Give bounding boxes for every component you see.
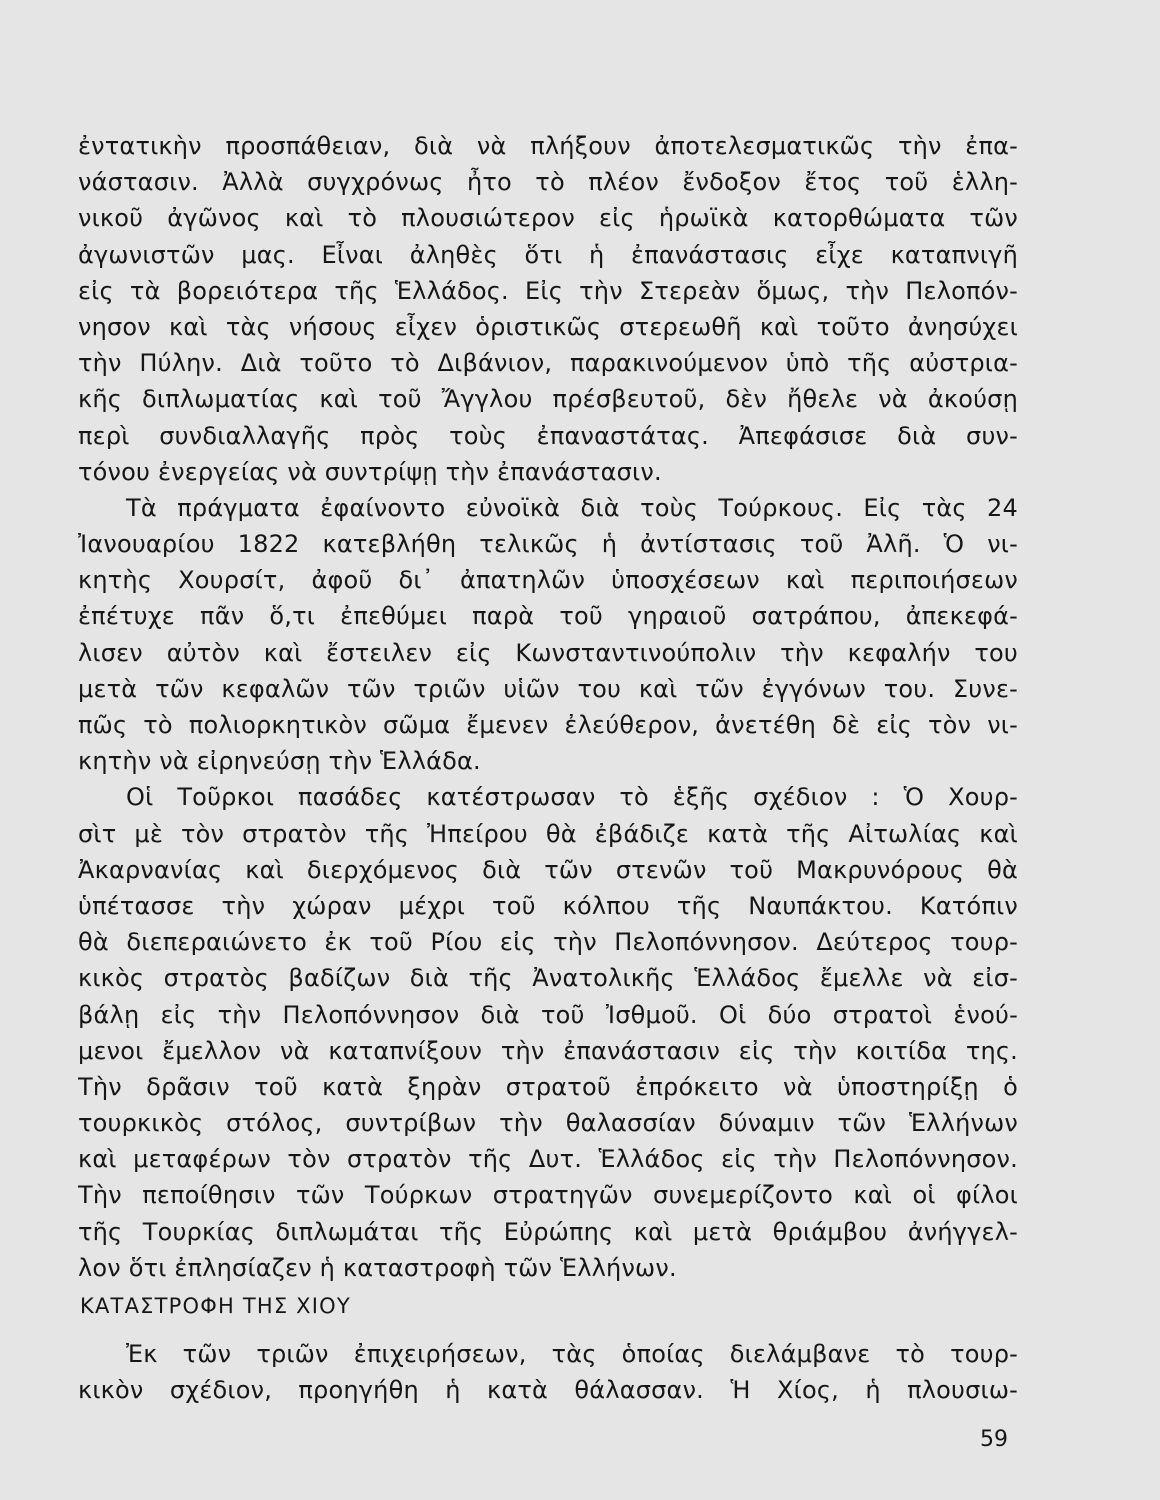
text-line: Οἱ Τοῦρκοι πασάδες κατέστρωσαν τὸ ἑξῆς σχέδιον : Ὁ Χουρ- xyxy=(126,783,1018,812)
text-line: κῆς διπλωματίας καὶ τοῦ Ἄγγλου πρέσβευτοῦ, δὲν ἤθελε νὰ ἀκούσῃ xyxy=(78,385,1018,414)
text-line: περὶ συνδιαλλαγῆς πρὸς τοὺς ἐπαναστάτας. Ἀπεφάσισε διὰ συν- xyxy=(78,421,1018,450)
text-line: ὑπέτασσε τὴν χώραν μέχρι τοῦ κόλπου τῆς Ναυπάκτου. Κατόπιν xyxy=(78,891,1018,920)
text-line: τόνου ἐνεργείας νὰ συντρίψῃ τὴν ἐπανάστασιν. xyxy=(78,457,662,486)
section-heading: ΚΑΤΑΣΤΡΟΦΗ ΤΗΣ ΧΙΟΥ xyxy=(80,1294,351,1318)
text-line: νησον καὶ τὰς νήσους εἶχεν ὁριστικῶς στερεωθῆ καὶ τοῦτο ἀνησύχει xyxy=(78,312,1018,341)
text-line: κητὴς Χουρσίτ, ἀφοῦ δι᾽ ἀπατηλῶν ὑποσχέσεων καὶ περιποιήσεων xyxy=(78,566,1018,595)
text-line: τῆς Τουρκίας διπλωμάται τῆς Εὐρώπης καὶ μετὰ θριάμβου ἀνήγγελ- xyxy=(78,1217,1018,1246)
text-line: τουρκικὸς στόλος, συντρίβων τὴν θαλασσίαν δύναμιν τῶν Ἑλλήνων xyxy=(78,1109,1018,1138)
final-paragraph xyxy=(78,1336,1018,1408)
text-line: καὶ μεταφέρων τὸν στρατὸν τῆς Δυτ. Ἑλλάδος εἰς τὴν Πελοπόννησον. xyxy=(78,1145,1018,1174)
main-text-block xyxy=(78,128,1018,1286)
text-line: εἰς τὰ βορειότερα τῆς Ἑλλάδος. Εἰς τὴν Στερεὰν ὅμως, τὴν Πελοπόν- xyxy=(78,276,1018,305)
text-line: ἐντατικὴν προσπάθειαν, διὰ νὰ πλήξουν ἀποτελεσματικῶς τὴν ἐπα- xyxy=(78,132,1018,160)
text-line: μετὰ τῶν κεφαλῶν τῶν τριῶν υἱῶν του καὶ τῶν ἐγγόνων του. Συνε- xyxy=(78,674,1018,703)
text-line: ἐπέτυχε πᾶν ὅ,τι ἐπεθύμει παρὰ τοῦ γηραιοῦ σατράπου, ἀπεκεφά- xyxy=(78,602,1018,631)
text-line: λισεν αὐτὸν καὶ ἔστειλεν εἰς Κωνσταντινούπολιν τὴν κεφαλήν του xyxy=(78,638,1018,667)
text-line: Ἰανουαρίου 1822 κατεβλήθη τελικῶς ἡ ἀντίστασις τοῦ Ἀλῆ. Ὁ νι- xyxy=(78,530,1018,559)
text-line: βάλῃ εἰς τὴν Πελοπόννησον διὰ τοῦ Ἰσθμοῦ. Οἱ δύο στρατοὶ ἑνού- xyxy=(78,1000,1018,1029)
text-line: λον ὅτι ἐπλησίαζεν ἡ καταστροφὴ τῶν Ἑλλήνων. xyxy=(78,1253,677,1282)
text-line: σὶτ μὲ τὸν στρατὸν τῆς Ἠπείρου θὰ ἐβάδιζε κατὰ τῆς Αἰτωλίας καὶ xyxy=(78,819,1018,848)
page-number: 59 xyxy=(980,1427,1008,1452)
text-line: Τὴν πεποίθησιν τῶν Τούρκων στρατηγῶν συνεμερίζοντο καὶ οἱ φίλοι xyxy=(78,1181,1018,1210)
text-line: Τὴν δρᾶσιν τοῦ κατὰ ξηρὰν στρατοῦ ἐπρόκειτο νὰ ὑποστηρίξῃ ὁ xyxy=(78,1072,1018,1101)
text-line: Ἀκαρνανίας καὶ διερχόμενος διὰ τῶν στενῶν τοῦ Μακρυνόρους θὰ xyxy=(78,855,1018,884)
text-line: ἀγωνιστῶν μας. Εἶναι ἀληθὲς ὅτι ἡ ἐπανάστασις εἶχε καταπνιγῆ xyxy=(78,240,1018,269)
text-line: κικὸς στρατὸς βαδίζων διὰ τῆς Ἀνατολικῆς Ἑλλάδος ἔμελλε νὰ εἰσ- xyxy=(78,964,1018,993)
text-line: Ἐκ τῶν τριῶν ἐπιχειρήσεων, τὰς ὁποίας διελάμβανε τὸ τουρ- xyxy=(126,1340,1018,1368)
text-line: κικὸν σχέδιον, προηγήθη ἡ κατὰ θάλασσαν. Ἡ Χίος, ἡ πλουσιω- xyxy=(78,1376,1018,1405)
text-line: κητὴν νὰ εἰρηνεύσῃ τὴν Ἑλλάδα. xyxy=(78,747,481,776)
text-line: μενοι ἔμελλον νὰ καταπνίξουν τὴν ἐπανάστασιν εἰς τὴν κοιτίδα της. xyxy=(78,1036,1018,1065)
text-line: πῶς τὸ πολιορκητικὸν σῶμα ἔμενεν ἐλεύθερον, ἀνετέθη δὲ εἰς τὸν νι- xyxy=(78,711,1018,739)
text-line: νικοῦ ἀγῶνος καὶ τὸ πλουσιώτερον εἰς ἡρωϊκὰ κατορθώματα τῶν xyxy=(78,204,1018,233)
text-line: θὰ διεπεραιώνετο ἐκ τοῦ Ρίου εἰς τὴν Πελοπόννησον. Δεύτερος τουρ- xyxy=(78,928,1018,957)
text-line: νάστασιν. Ἀλλὰ συγχρόνως ἦτο τὸ πλέον ἔνδοξον ἔτος τοῦ ἑλλη- xyxy=(78,168,1018,197)
text-line: τὴν Πύλην. Διὰ τοῦτο τὸ Διβάνιον, παρακινούμενον ὑπὸ τῆς αὐστρια- xyxy=(78,349,1018,378)
text-line: Τὰ πράγματα ἐφαίνοντο εὐνοϊκὰ διὰ τοὺς Τούρκους. Εἰς τὰς 24 xyxy=(126,493,1018,522)
